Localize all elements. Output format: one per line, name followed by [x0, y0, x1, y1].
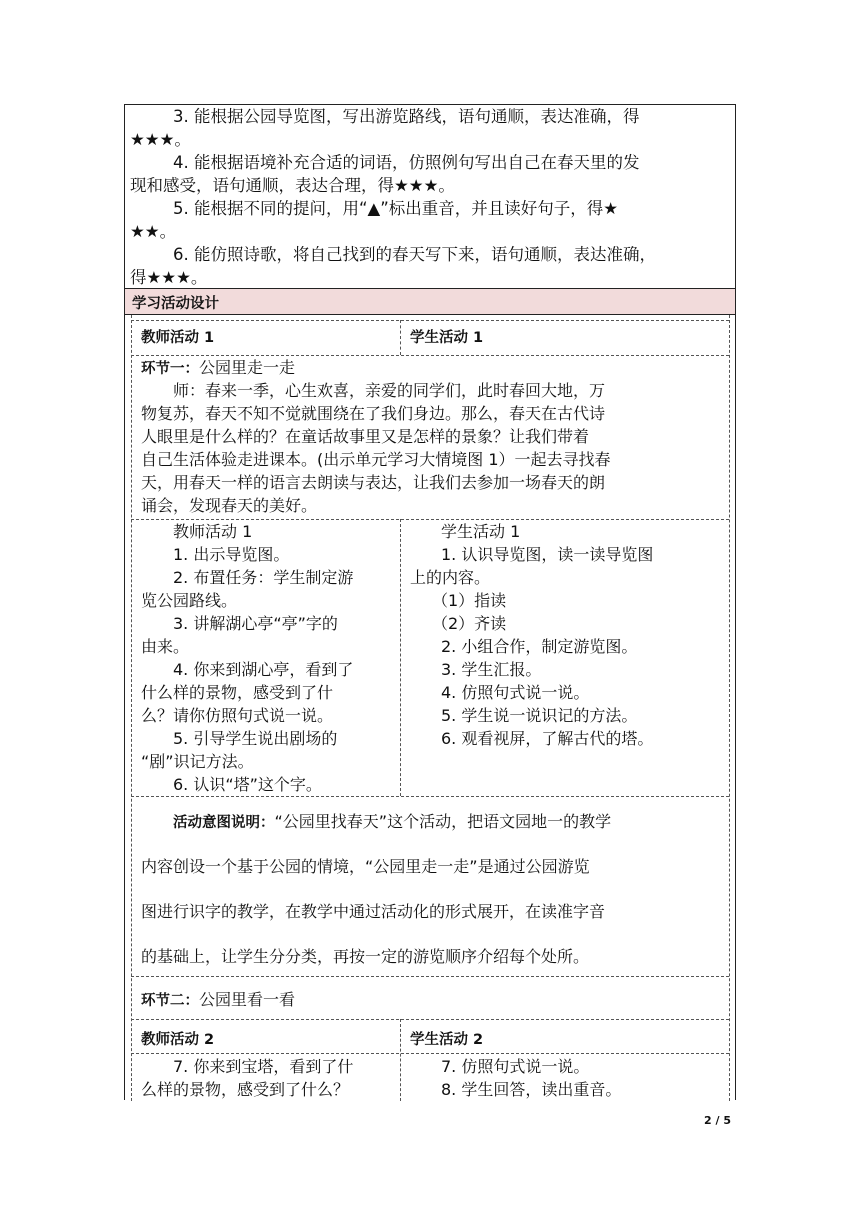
dashed-rule [131, 796, 729, 797]
teacher-line: 1. 出示导览图。 [173, 545, 290, 564]
student-line: 5. 学生说一说识记的方法。 [441, 706, 638, 725]
student-line: 4. 仿照句式说一说。 [441, 683, 590, 702]
intent-line: 图进行识字的教学，在教学中通过活动化的形式展开，在读准字音 [141, 902, 606, 921]
student-line: 2. 小组合作，制定游览图。 [441, 637, 638, 656]
dashed-border-left [131, 315, 132, 1101]
step-1-title-text: 公园里走一走 [199, 358, 296, 377]
intent-line [173, 809, 611, 832]
student-line: 上的内容。 [410, 568, 491, 587]
step-2-title [141, 988, 295, 1013]
dashed-col-divider [400, 519, 401, 796]
student-2-line: 7. 仿照句式说一说。 [441, 1057, 590, 1076]
dashed-rule [131, 976, 729, 977]
intent-text: “公园里找春天”这个活动，把语文园地一的教学 [274, 812, 612, 831]
criteria-line: 得★★★。 [130, 268, 208, 287]
student-activity-1-label: 学生活动 1 [410, 330, 484, 346]
student-2-line: 8. 学生回答，读出重音。 [441, 1080, 622, 1099]
teacher-2-line: 7. 你来到宝塔，看到了什 [173, 1057, 354, 1076]
student-line: （1）指读 [432, 591, 507, 610]
criteria-line: 3. 能根据公园导览图，写出游览路线，语句通顺，表达准确，得 [173, 107, 640, 126]
dashed-border-right [729, 315, 730, 1101]
teacher-line: 览公园路线。 [141, 591, 238, 610]
teacher-2-line: 么样的景物，感受到了什么？ [141, 1080, 350, 1099]
student-activity-2-label: 学生活动 2 [410, 1032, 484, 1048]
intent-line: 的基础上，让学生分分类，再按一定的游览顺序介绍每个处所。 [141, 947, 590, 966]
section-header-title: 学习活动设计 [132, 296, 219, 312]
teacher-line: “剧”识记方法。 [141, 752, 254, 771]
assessment-criteria [125, 105, 735, 289]
teacher-line: 5. 引导学生说出剧场的 [173, 729, 338, 748]
criteria-line: 5. 能根据不同的提问，用“▲”标出重音，并且读好句子，得★ [173, 199, 619, 218]
teacher-line: 3. 讲解湖心亭“亭”字的 [173, 614, 338, 633]
teacher-activity-2-label: 教师活动 2 [141, 1032, 215, 1048]
criteria-line: 现和感受，语句通顺，表达合理，得★★★。 [130, 176, 455, 195]
criteria-line: ★★。 [130, 222, 177, 241]
criteria-line: ★★★。 [130, 130, 191, 149]
dashed-rule [131, 1019, 729, 1020]
teacher-line: 6. 认识“塔”这个字。 [173, 775, 322, 794]
teacher-line: 么？请你仿照句式说一说。 [141, 706, 334, 725]
teacher-activity-1-heading: 教师活动 1 [173, 522, 253, 541]
teacher-line: 2. 布置任务：学生制定游 [173, 568, 354, 587]
criteria-line: 6. 能仿照诗歌，将自己找到的春天写下来，语句通顺，表达准确， [173, 245, 656, 264]
dashed-col-divider [400, 320, 401, 355]
dashed-rule [131, 320, 729, 321]
intent-line: 内容创设一个基于公园的情境，“公园里走一走”是通过公园游览 [141, 857, 590, 876]
student-activity-1-heading: 学生活动 1 [441, 522, 521, 541]
teacher-line: 4. 你来到湖心亭，看到了 [173, 660, 354, 679]
criteria-line: 4. 能根据语境补充合适的词语，仿照例句写出自己在春天里的发 [173, 153, 640, 172]
teacher-activity-1-label: 教师活动 1 [141, 330, 215, 346]
step-1-line: 师：春来一季，心生欢喜，亲爱的同学们，此时春回大地，万 [173, 381, 606, 400]
student-line: （2）齐读 [432, 614, 507, 633]
dashed-rule [131, 1053, 729, 1054]
step-2-title-prefix: 环节二： [141, 993, 199, 1009]
teacher-line: 什么样的景物，感受到了什 [141, 683, 334, 702]
step-1-line: 人眼里是什么样的？在童话故事里又是怎样的景象？让我们带着 [141, 427, 590, 446]
dashed-col-divider [400, 1019, 401, 1101]
step-1-line: 诵会，发现春天的美好。 [141, 496, 318, 515]
page-number: 2 / 5 [704, 1114, 731, 1127]
student-line: 3. 学生汇报。 [441, 660, 542, 679]
intent-label: 活动意图说明： [173, 815, 275, 831]
step-1-title-prefix: 环节一： [141, 361, 199, 377]
section-header [125, 289, 735, 315]
step-1-line: 物复苏，春天不知不觉就围绕在了我们身边。那么，春天在古代诗 [141, 404, 606, 423]
step-1-line: 天，用春天一样的语言去朗读与表达，让我们去参加一场春天的朗 [141, 473, 606, 492]
teacher-line: 由来。 [141, 637, 190, 656]
step-1-line: 自己生活体验走进课本。(出示单元学习大情境图 1）一起去寻找春 [141, 450, 611, 469]
student-line: 6. 观看视屏，了解古代的塔。 [441, 729, 654, 748]
student-line: 1. 认识导览图，读一读导览图 [441, 545, 654, 564]
step-1-title [141, 356, 295, 381]
document-table [124, 104, 736, 1100]
step-2-title-text: 公园里看一看 [199, 990, 296, 1009]
